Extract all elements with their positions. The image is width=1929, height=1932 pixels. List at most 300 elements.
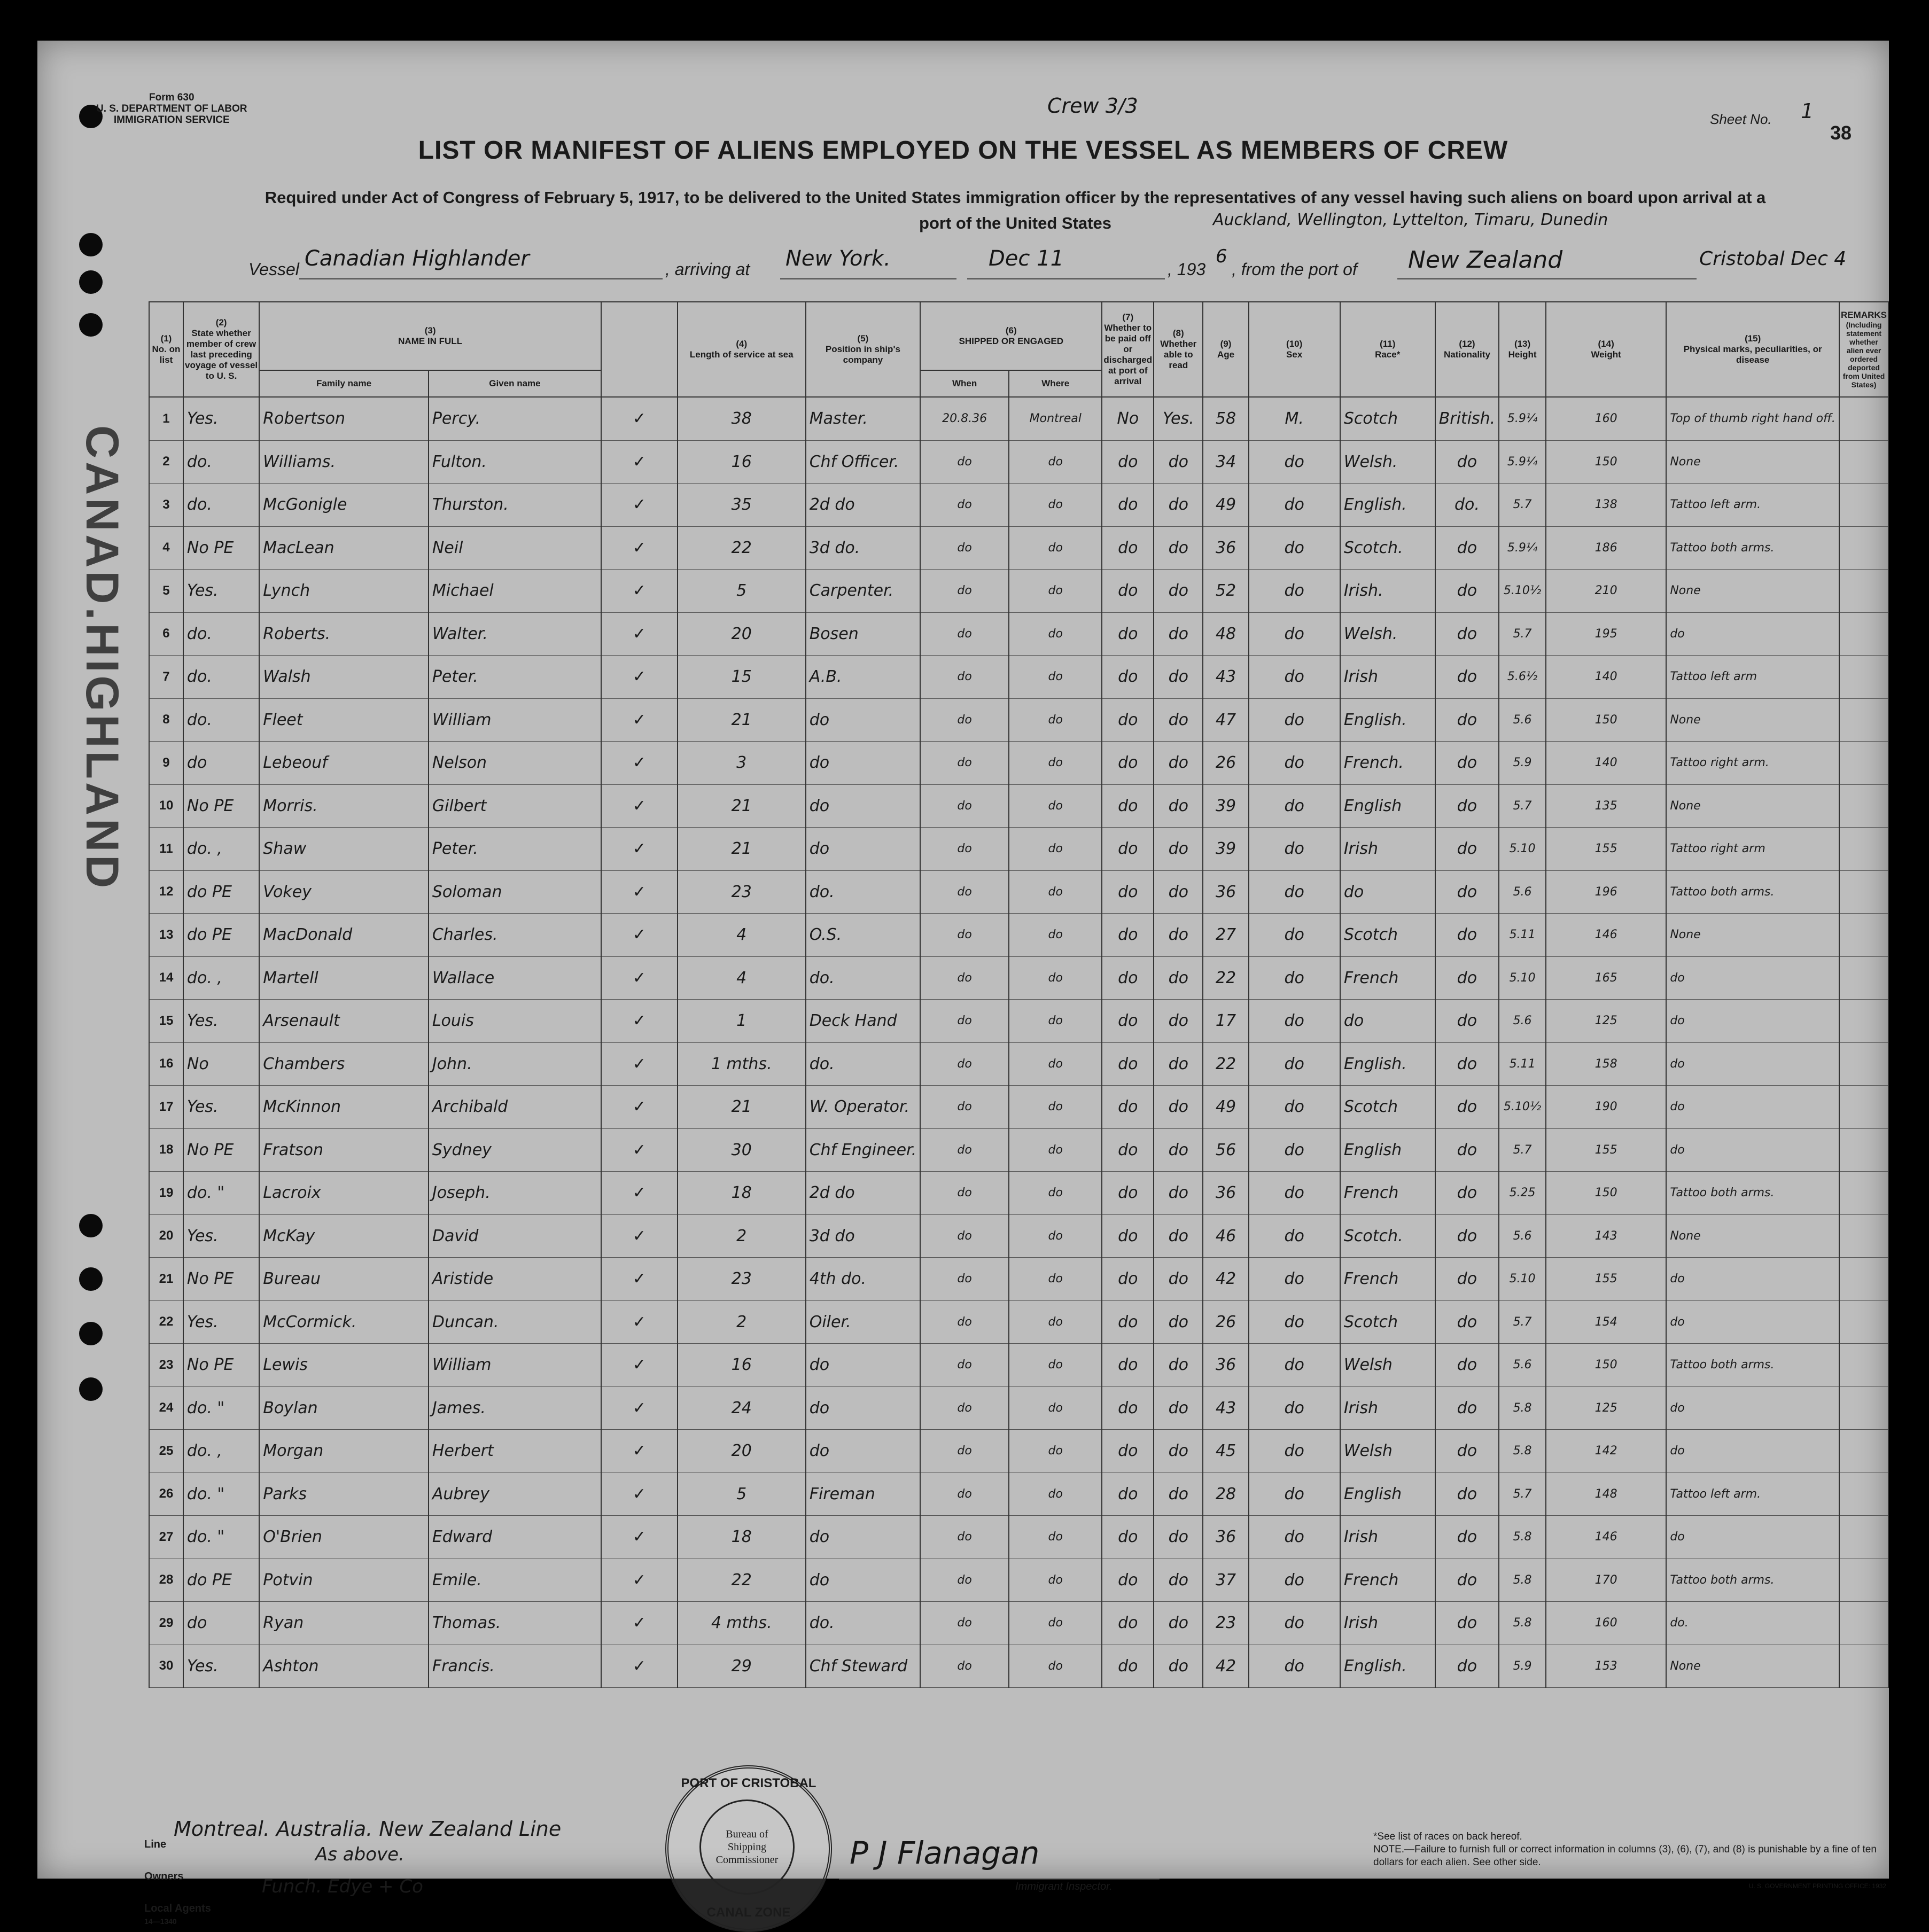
cell-prev: Yes. (183, 397, 259, 440)
table-row (149, 1645, 1888, 1688)
cell-read: do (1154, 570, 1203, 613)
table-row (149, 1473, 1888, 1516)
cell-weight: 160 (1546, 1602, 1666, 1645)
cell-position: 2d do (806, 1172, 920, 1215)
cell-age: 48 (1203, 612, 1248, 656)
cell-no: 22 (149, 1300, 183, 1344)
header-col-14: (14) Weight (1546, 302, 1666, 397)
cell-family: Lebeouf (259, 742, 429, 785)
cell-position: Chf Engineer. (806, 1128, 920, 1172)
cell-position: do (806, 1559, 920, 1602)
cell-race: Irish (1340, 1602, 1435, 1645)
table-row (149, 914, 1888, 957)
cell-paid: do (1102, 956, 1154, 1000)
check-mark: ✓ (601, 1128, 678, 1172)
agents-value: Funch. Edye + Co (262, 1876, 423, 1897)
cell-read: Yes. (1154, 397, 1203, 440)
table-row (149, 1172, 1888, 1215)
cell-read: do (1154, 440, 1203, 484)
cell-race: Scotch. (1340, 526, 1435, 570)
cell-marks: None (1666, 440, 1839, 484)
header-given-name: Given name (429, 370, 601, 397)
cell-sex: do (1249, 1516, 1340, 1559)
cell-no: 20 (149, 1214, 183, 1258)
stamp-center: Bureau of Shipping Commissioner (699, 1799, 795, 1895)
cell-height: 5.6½ (1499, 656, 1546, 699)
cell-race: Welsh. (1340, 612, 1435, 656)
cell-sex: do (1249, 440, 1340, 484)
cell-weight: 142 (1546, 1430, 1666, 1473)
cell-age: 23 (1203, 1602, 1248, 1645)
table-row (149, 1000, 1888, 1043)
cell-paid: do (1102, 870, 1154, 914)
cell-given: Aristide (429, 1258, 601, 1301)
stamp-top-text: PORT OF CRISTOBAL (681, 1776, 816, 1790)
check-mark: ✓ (601, 1042, 678, 1086)
cell-race: Scotch. (1340, 1214, 1435, 1258)
cell-sex: do (1249, 1559, 1340, 1602)
cell-weight: 196 (1546, 870, 1666, 914)
side-stamp-text: CANAD.HIGHLAND (76, 425, 128, 892)
cell-remarks (1839, 1430, 1888, 1473)
cell-family: Roberts. (259, 612, 429, 656)
cell-marks: Tattoo both arms. (1666, 1559, 1839, 1602)
cell-paid: do (1102, 1000, 1154, 1043)
cell-when: 20.8.36 (920, 397, 1009, 440)
cell-given: Sydney (429, 1128, 601, 1172)
cell-sex: do (1249, 1172, 1340, 1215)
cell-position: Chf Steward (806, 1645, 920, 1688)
cell-read: do (1154, 870, 1203, 914)
cell-family: Ryan (259, 1602, 429, 1645)
cell-race: French (1340, 1559, 1435, 1602)
cell-age: 34 (1203, 440, 1248, 484)
cell-marks: Tattoo both arms. (1666, 1344, 1839, 1387)
arriving-field (780, 246, 956, 279)
table-row (149, 1559, 1888, 1602)
cell-no: 16 (149, 1042, 183, 1086)
cell-nat: do (1435, 1386, 1499, 1430)
cell-no: 21 (149, 1258, 183, 1301)
cell-read: do (1154, 1300, 1203, 1344)
cell-position: do. (806, 956, 920, 1000)
cell-marks: Tattoo both arms. (1666, 526, 1839, 570)
cell-read: do (1154, 698, 1203, 742)
cell-position: do (806, 828, 920, 871)
table-row (149, 1300, 1888, 1344)
cell-service: 35 (678, 484, 806, 527)
cell-read: do (1154, 1258, 1203, 1301)
header-col-12: (12) Nationality (1435, 302, 1499, 397)
cell-marks: do. (1666, 1602, 1839, 1645)
cell-race: Welsh (1340, 1344, 1435, 1387)
cell-no: 8 (149, 698, 183, 742)
cell-height: 5.10½ (1499, 1086, 1546, 1129)
cell-family: Bureau (259, 1258, 429, 1301)
cell-service: 1 (678, 1000, 806, 1043)
cell-paid: do (1102, 698, 1154, 742)
cell-service: 16 (678, 1344, 806, 1387)
table-row (149, 397, 1888, 440)
cell-age: 22 (1203, 956, 1248, 1000)
date-field (967, 246, 1165, 279)
cell-age: 47 (1203, 698, 1248, 742)
table-row (149, 1386, 1888, 1430)
sheet-label: Sheet No. (1710, 111, 1772, 127)
cell-race: Scotch (1340, 397, 1435, 440)
cell-paid: do (1102, 1344, 1154, 1387)
cell-service: 16 (678, 440, 806, 484)
cell-marks: do (1666, 1128, 1839, 1172)
cell-position: do (806, 784, 920, 828)
header-col-8: (8) Whether able to read (1154, 302, 1203, 397)
from-port-field (1397, 246, 1697, 279)
cell-prev: do. (183, 656, 259, 699)
cell-family: Lacroix (259, 1172, 429, 1215)
cell-where: do (1009, 1258, 1102, 1301)
cell-race: English (1340, 784, 1435, 828)
stamp-bottom-text: CANAL ZONE (706, 1905, 791, 1920)
cell-age: 22 (1203, 1042, 1248, 1086)
cell-remarks (1839, 1172, 1888, 1215)
cell-age: 56 (1203, 1128, 1248, 1172)
cell-when: do (920, 828, 1009, 871)
header-shipped-when: When (920, 370, 1009, 397)
cell-race: Welsh. (1340, 440, 1435, 484)
cell-read: do (1154, 1086, 1203, 1129)
cell-read: do (1154, 1430, 1203, 1473)
cell-given: Archibald (429, 1086, 601, 1129)
table-row (149, 828, 1888, 871)
cell-position: 3d do. (806, 526, 920, 570)
cell-prev: do. (183, 612, 259, 656)
header-col-3: (3) NAME IN FULL (259, 302, 601, 370)
cell-weight: 190 (1546, 1086, 1666, 1129)
cell-age: 36 (1203, 1344, 1248, 1387)
header-col-15: (15) Physical marks, peculiarities, or disease (1666, 302, 1839, 397)
cell-where: do (1009, 1086, 1102, 1129)
cell-nat: do (1435, 1042, 1499, 1086)
cell-sex: do (1249, 1602, 1340, 1645)
binder-hole (79, 1267, 103, 1291)
cell-age: 28 (1203, 1473, 1248, 1516)
cell-where: do (1009, 956, 1102, 1000)
cell-family: Chambers (259, 1042, 429, 1086)
check-mark: ✓ (601, 698, 678, 742)
cell-service: 29 (678, 1645, 806, 1688)
cell-given: Wallace (429, 956, 601, 1000)
cell-weight: 186 (1546, 526, 1666, 570)
check-mark: ✓ (601, 1214, 678, 1258)
cell-nat: do (1435, 656, 1499, 699)
cell-paid: do (1102, 1473, 1154, 1516)
cell-service: 15 (678, 656, 806, 699)
footer-notes (1373, 1830, 1886, 1892)
cell-race: English (1340, 1128, 1435, 1172)
cell-marks: None (1666, 914, 1839, 957)
cell-sex: do (1249, 1473, 1340, 1516)
check-mark: ✓ (601, 1559, 678, 1602)
cell-nat: do (1435, 956, 1499, 1000)
header-col-11: (11) Race* (1340, 302, 1435, 397)
cell-service: 21 (678, 784, 806, 828)
cell-remarks (1839, 570, 1888, 613)
cell-race: English. (1340, 484, 1435, 527)
cell-sex: do (1249, 1086, 1340, 1129)
cell-marks: do (1666, 1516, 1839, 1559)
cell-when: do (920, 956, 1009, 1000)
cell-where: do (1009, 1516, 1102, 1559)
check-mark: ✓ (601, 526, 678, 570)
cell-prev: Yes. (183, 1645, 259, 1688)
cell-marks: None (1666, 1214, 1839, 1258)
cell-paid: do (1102, 1042, 1154, 1086)
cell-paid: do (1102, 656, 1154, 699)
form-department: U. S. DEPARTMENT OF LABOR (96, 103, 247, 114)
cell-remarks (1839, 612, 1888, 656)
cell-position: Bosen (806, 612, 920, 656)
cell-read: do (1154, 656, 1203, 699)
cell-where: do (1009, 484, 1102, 527)
cell-marks: do (1666, 1042, 1839, 1086)
cell-paid: do (1102, 526, 1154, 570)
cell-age: 36 (1203, 1516, 1248, 1559)
cell-when: do (920, 1344, 1009, 1387)
table-row (149, 698, 1888, 742)
check-mark: ✓ (601, 440, 678, 484)
cell-marks: do (1666, 1000, 1839, 1043)
cell-family: Parks (259, 1473, 429, 1516)
header-check (601, 302, 678, 397)
cell-no: 25 (149, 1430, 183, 1473)
year-label: , 193 (1168, 260, 1206, 279)
cell-read: do (1154, 956, 1203, 1000)
cell-family: Morgan (259, 1430, 429, 1473)
table-row (149, 526, 1888, 570)
cell-no: 27 (149, 1516, 183, 1559)
cell-given: Duncan. (429, 1300, 601, 1344)
table-row (149, 656, 1888, 699)
cell-height: 5.6 (1499, 1344, 1546, 1387)
table-row (149, 1516, 1888, 1559)
cell-given: Emile. (429, 1559, 601, 1602)
cell-service: 20 (678, 612, 806, 656)
form-code: 14—1340 (144, 1917, 177, 1926)
cell-weight: 143 (1546, 1214, 1666, 1258)
cell-service: 1 mths. (678, 1042, 806, 1086)
line-label: Line (144, 1838, 167, 1850)
cell-family: McCormick. (259, 1300, 429, 1344)
cell-family: Fratson (259, 1128, 429, 1172)
cell-no: 13 (149, 914, 183, 957)
cell-weight: 150 (1546, 1172, 1666, 1215)
cell-read: do (1154, 1559, 1203, 1602)
cell-race: English. (1340, 1042, 1435, 1086)
cell-nat: do. (1435, 484, 1499, 527)
table-row (149, 870, 1888, 914)
cell-when: do (920, 870, 1009, 914)
cell-no: 28 (149, 1559, 183, 1602)
header-col-9: (9) Age (1203, 302, 1248, 397)
cell-where: do (1009, 1172, 1102, 1215)
cell-prev: No (183, 1042, 259, 1086)
from-label: , from the port of (1232, 260, 1357, 279)
check-mark: ✓ (601, 612, 678, 656)
cell-sex: do (1249, 914, 1340, 957)
cell-nat: do (1435, 698, 1499, 742)
cell-remarks (1839, 526, 1888, 570)
cell-sex: do (1249, 742, 1340, 785)
vessel-name-field (299, 246, 663, 279)
cell-given: Gilbert (429, 784, 601, 828)
cell-family: Lynch (259, 570, 429, 613)
cell-sex: do (1249, 1042, 1340, 1086)
cell-nat: do (1435, 1344, 1499, 1387)
cell-no: 11 (149, 828, 183, 871)
cell-weight: 170 (1546, 1559, 1666, 1602)
cell-prev: do PE (183, 914, 259, 957)
cell-given: Soloman (429, 870, 601, 914)
cell-read: do (1154, 1344, 1203, 1387)
cell-nat: do (1435, 914, 1499, 957)
cell-height: 5.7 (1499, 1300, 1546, 1344)
cell-read: do (1154, 1386, 1203, 1430)
cell-race: Irish (1340, 656, 1435, 699)
cell-position: do (806, 1386, 920, 1430)
cell-height: 5.6 (1499, 698, 1546, 742)
subtitle-line-1: Required under Act of Congress of February 5, 1917, to be delivered to the United States immigration officer by the representatives of any vessel having such aliens on board upon arrival at a (265, 188, 1766, 207)
cell-remarks (1839, 1258, 1888, 1301)
cell-remarks (1839, 742, 1888, 785)
cell-where: do (1009, 1214, 1102, 1258)
cell-race: English. (1340, 698, 1435, 742)
cell-family: Lewis (259, 1344, 429, 1387)
cell-height: 5.6 (1499, 1000, 1546, 1043)
cell-no: 5 (149, 570, 183, 613)
cell-read: do (1154, 828, 1203, 871)
cell-marks: Tattoo both arms. (1666, 1172, 1839, 1215)
cell-service: 22 (678, 1559, 806, 1602)
cell-weight: 154 (1546, 1300, 1666, 1344)
cell-given: Fulton. (429, 440, 601, 484)
table-row (149, 1086, 1888, 1129)
cell-position: 4th do. (806, 1258, 920, 1301)
cell-paid: do (1102, 1086, 1154, 1129)
cell-paid: do (1102, 828, 1154, 871)
cell-when: do (920, 1300, 1009, 1344)
cell-nat: British. (1435, 397, 1499, 440)
owners-value: As above. (315, 1844, 405, 1865)
cell-read: do (1154, 1172, 1203, 1215)
cell-service: 38 (678, 397, 806, 440)
cell-prev: do (183, 742, 259, 785)
cell-race: English (1340, 1473, 1435, 1516)
cell-when: do (920, 612, 1009, 656)
cell-no: 23 (149, 1344, 183, 1387)
cell-sex: do (1249, 1430, 1340, 1473)
cell-when: do (920, 1258, 1009, 1301)
cell-age: 39 (1203, 784, 1248, 828)
cell-service: 4 (678, 956, 806, 1000)
binder-hole (79, 313, 103, 337)
cell-race: French (1340, 956, 1435, 1000)
cell-marks: Tattoo left arm (1666, 656, 1839, 699)
cell-paid: do (1102, 1645, 1154, 1688)
printer-imprint: U. S. GOVERNMENT PRINTING OFFICE: 1932 (1748, 1882, 1886, 1890)
cell-age: 46 (1203, 1214, 1248, 1258)
cell-paid: do (1102, 1430, 1154, 1473)
cell-prev: Yes. (183, 1086, 259, 1129)
arriving-at: New York. (785, 246, 891, 271)
binder-hole (79, 1322, 103, 1345)
binder-hole (79, 233, 103, 256)
cell-nat: do (1435, 784, 1499, 828)
cell-age: 17 (1203, 1000, 1248, 1043)
check-mark: ✓ (601, 397, 678, 440)
cell-position: do (806, 1516, 920, 1559)
from-port: New Zealand (1408, 246, 1563, 274)
cell-no: 17 (149, 1086, 183, 1129)
cell-no: 29 (149, 1602, 183, 1645)
cell-where: do (1009, 1473, 1102, 1516)
cell-no: 26 (149, 1473, 183, 1516)
cell-given: Thomas. (429, 1602, 601, 1645)
cell-height: 5.7 (1499, 484, 1546, 527)
table-row (149, 612, 1888, 656)
cell-paid: do (1102, 570, 1154, 613)
cell-sex: do (1249, 1386, 1340, 1430)
cell-height: 5.7 (1499, 1473, 1546, 1516)
cell-given: Aubrey (429, 1473, 601, 1516)
cell-position: do (806, 742, 920, 785)
cell-service: 23 (678, 870, 806, 914)
cell-position: Oiler. (806, 1300, 920, 1344)
cell-age: 26 (1203, 1300, 1248, 1344)
cell-nat: do (1435, 570, 1499, 613)
cell-where: do (1009, 1344, 1102, 1387)
cell-prev: do. (183, 484, 259, 527)
cell-where: do (1009, 1602, 1102, 1645)
cell-read: do (1154, 1000, 1203, 1043)
page-title: LIST OR MANIFEST OF ALIENS EMPLOYED ON THE VESSEL AS MEMBERS OF CREW (418, 136, 1508, 165)
cell-given: William (429, 698, 601, 742)
cristobal-seal-stamp (665, 1765, 832, 1932)
cell-nat: do (1435, 1086, 1499, 1129)
check-mark: ✓ (601, 828, 678, 871)
cell-service: 2 (678, 1300, 806, 1344)
cell-paid: do (1102, 784, 1154, 828)
table-row (149, 742, 1888, 785)
cell-weight: 140 (1546, 656, 1666, 699)
cell-position: do (806, 1344, 920, 1387)
cell-sex: do (1249, 1300, 1340, 1344)
check-mark: ✓ (601, 1000, 678, 1043)
cell-paid: do (1102, 1214, 1154, 1258)
cell-no: 15 (149, 1000, 183, 1043)
cell-where: do (1009, 656, 1102, 699)
cell-family: MacDonald (259, 914, 429, 957)
cell-age: 42 (1203, 1258, 1248, 1301)
cell-remarks (1839, 1386, 1888, 1430)
header-col-13: (13) Height (1499, 302, 1546, 397)
cell-nat: do (1435, 1559, 1499, 1602)
table-row (149, 1258, 1888, 1301)
header-col-7: (7) Whether to be paid off or discharged at port of arrival (1102, 302, 1154, 397)
cell-prev: No PE (183, 526, 259, 570)
cell-given: David (429, 1214, 601, 1258)
cell-when: do (920, 1128, 1009, 1172)
cell-when: do (920, 1214, 1009, 1258)
